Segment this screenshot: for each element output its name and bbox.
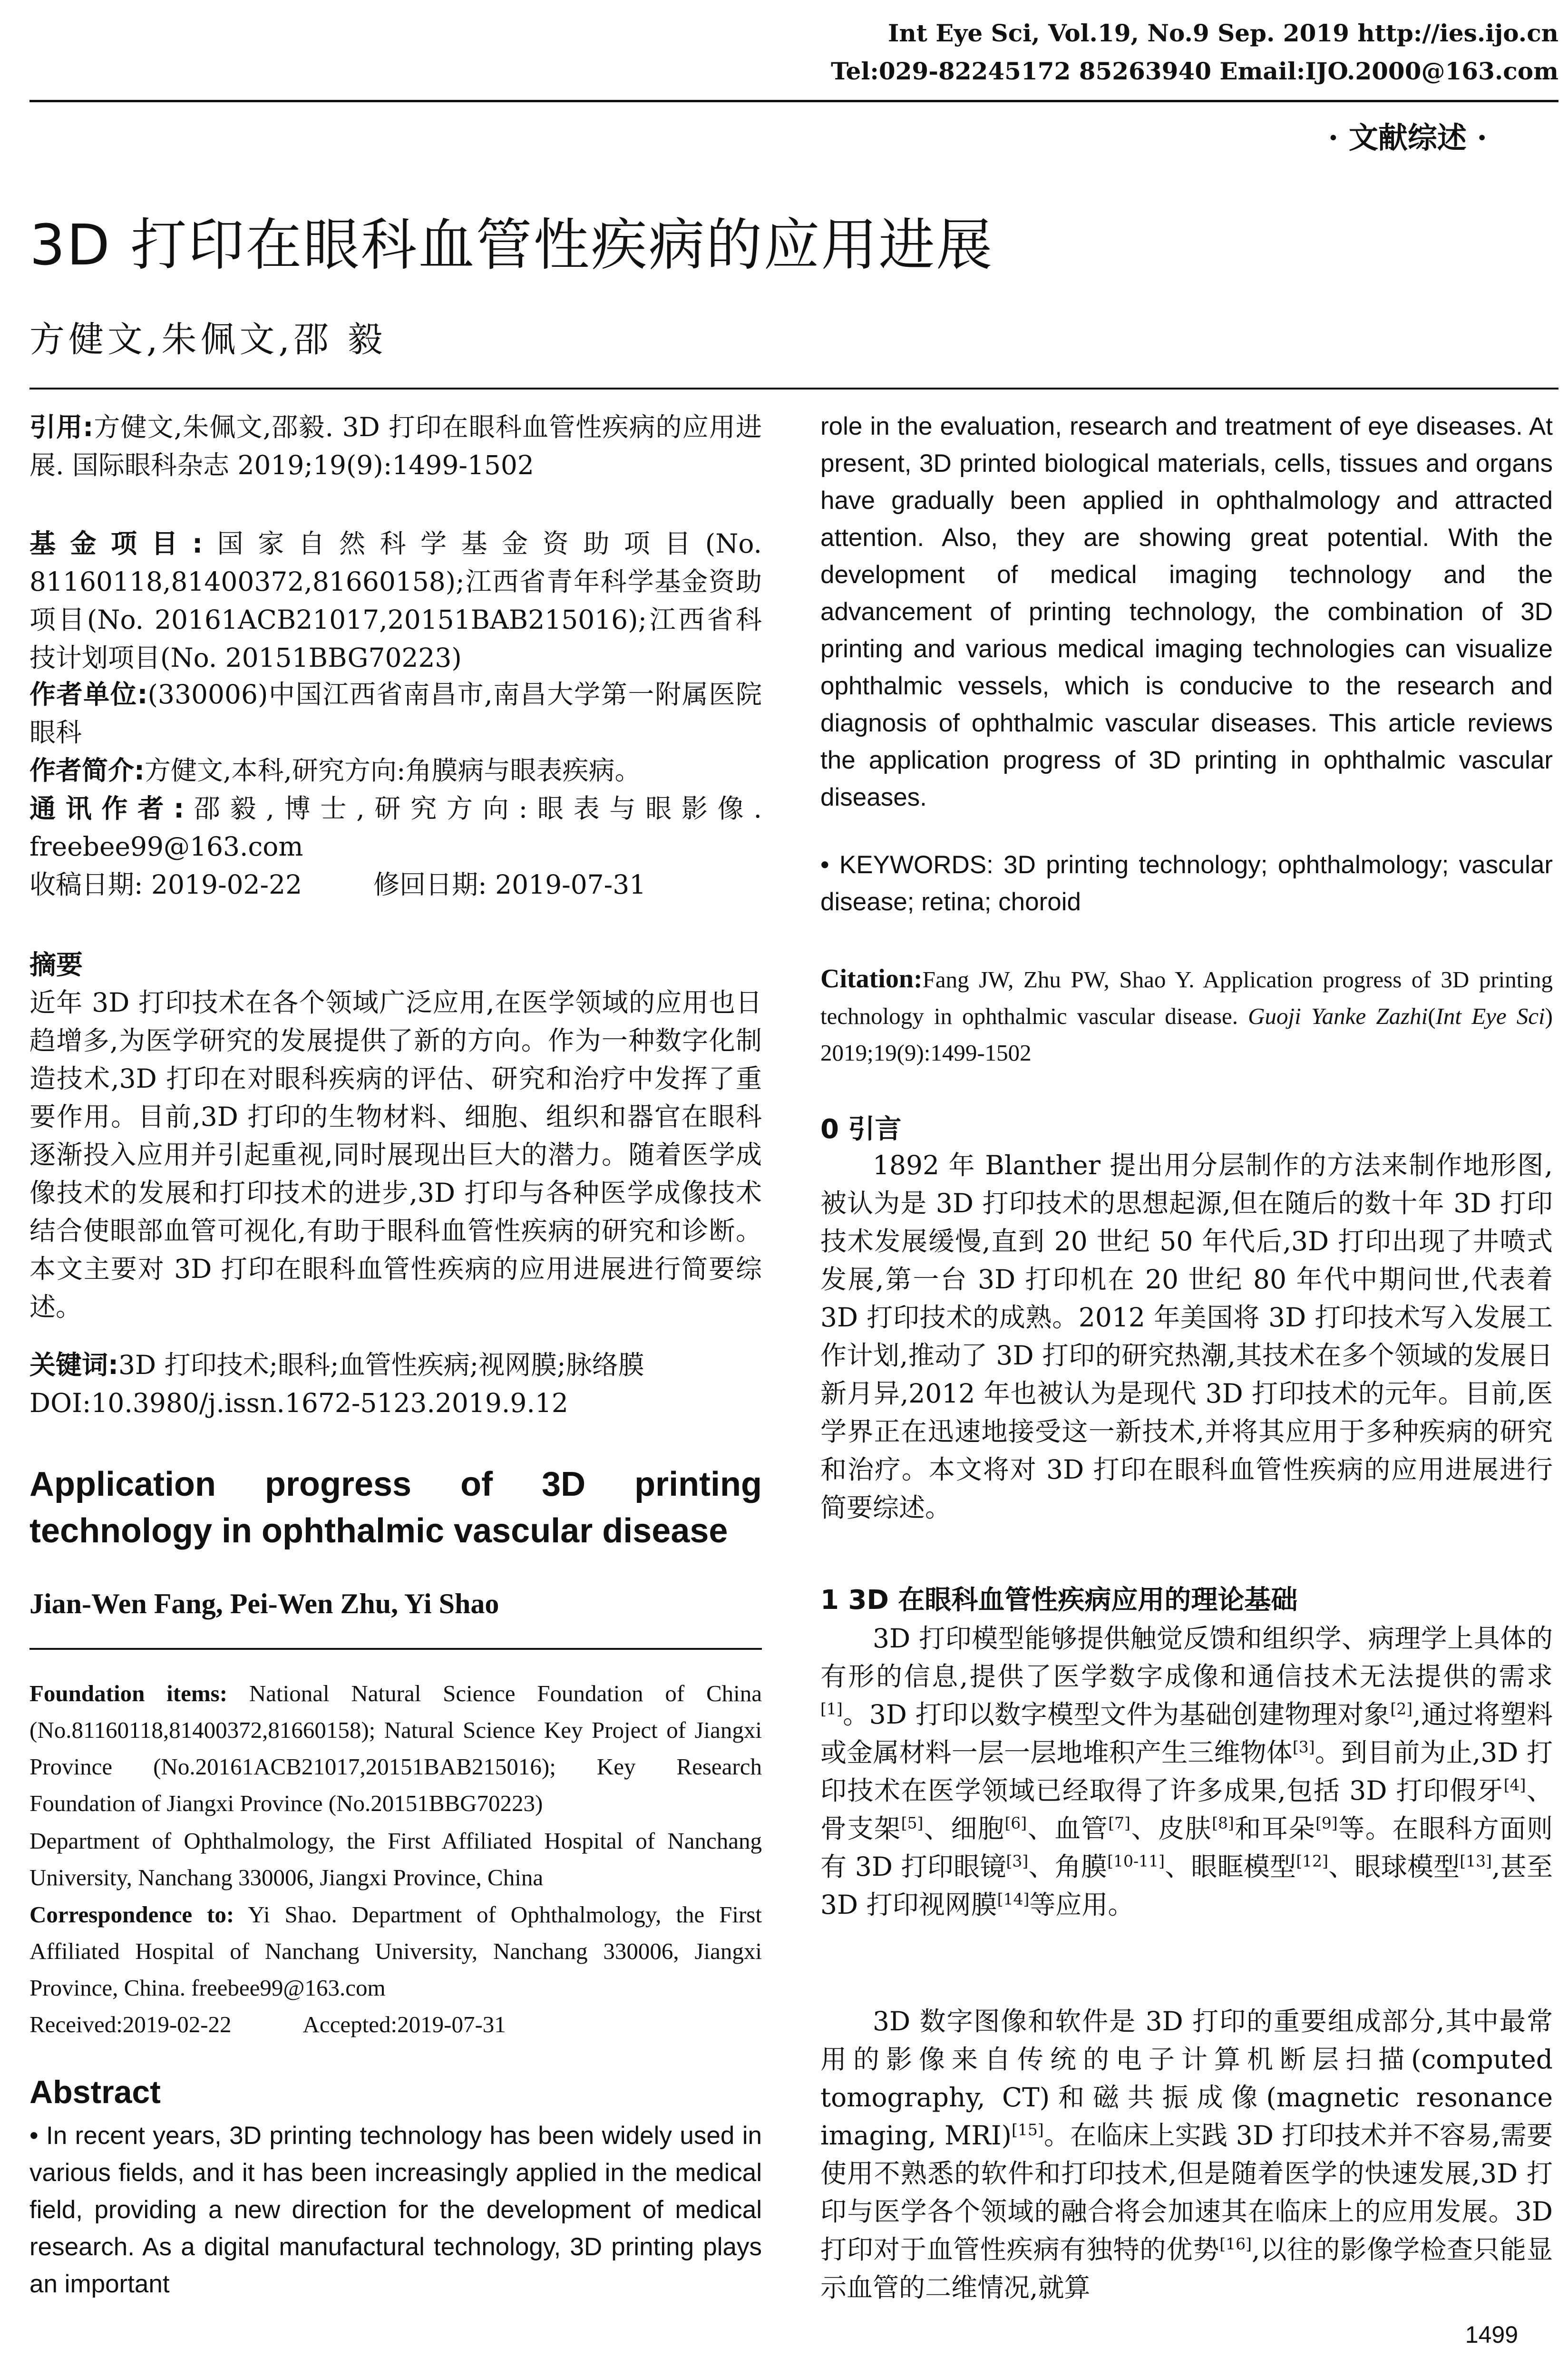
bio-zh	[29, 751, 762, 789]
citation-journal: Guoji Yanke Zazhi	[1248, 1003, 1428, 1029]
unit-zh-text: (330006)中国江西省南昌市,南昌大学第一附属医院眼科	[29, 679, 762, 748]
english-title: Application progress of 3D printing technology in ophthalmic vascular disease	[29, 1465, 762, 1550]
ref-citation: [8]	[1212, 1813, 1234, 1832]
journal-header-line1: Int Eye Sci, Vol.19, No.9 Sep. 2019 http://ies.ijo.cn	[888, 19, 1558, 47]
foundation-items	[29, 1675, 762, 1822]
p1-seg: 、皮肤	[1130, 1813, 1212, 1844]
p2-seg: 。在临床上实践 3D 打印技术并不容易,需要使用不熟悉的软件和打印技术,但是随着医学的快速发展,3D 打印与医学各个领域的融合将会加速其在临床上的应用发展。3D 打印对于血管性疾病有独特的优势	[820, 2120, 1553, 2265]
foundation-text: National Natural Science Foundation of China (No.81160118,81400372,81660158); Natural Science Key Project of Jiangxi Province (No.20161ACB21017,20151BAB215016); Key Research Foundation of Jiangxi Province (No.20151BBG70223)	[29, 1680, 762, 1816]
abstract-en-part1: • In recent years, 3D printing technology has been widely used in various fields, and it has been increasingly applied in the medical field, providing a new direction for the development of medical research. As a digital manufactural technology, 3D printing plays an important	[29, 2122, 762, 2298]
citation-zh-label: 引用:	[29, 412, 94, 442]
ref-citation: [5]	[901, 1813, 924, 1832]
authors-rule	[29, 1648, 762, 1650]
bio-zh-label: 作者简介:	[29, 755, 145, 786]
citation-en-text: Fang JW, Zhu PW, Shao Y. Application progress of 3D printing technology in ophthalmic vascular disease.	[820, 966, 1553, 1029]
ref-citation: [10-11]	[1107, 1851, 1165, 1870]
p1-seg: 、角膜	[1028, 1851, 1108, 1882]
article-title: 3D 打印在眼科血管性疾病的应用进展	[29, 212, 994, 278]
accepted-en: Accepted:2019-07-31	[302, 2011, 506, 2037]
received-zh: 收稿日期: 2019-02-22	[29, 869, 302, 900]
p1-seg: 、眼球模型	[1328, 1851, 1460, 1882]
citation-zh-text: 方健文,朱佩文,邵毅. 3D 打印在眼科血管性疾病的应用进展. 国际眼科杂志 2019;19(9):1499-1502	[29, 412, 762, 480]
section1-paragraph2	[820, 2002, 1553, 2307]
p1-seg: 3D 打印模型能够提供触觉反馈和组织学、病理学上具体的有形的信息,提供了医学数字成像和通信技术无法提供的需求	[820, 1623, 1553, 1692]
ref-citation: [9]	[1315, 1813, 1338, 1832]
ref-citation: [7]	[1108, 1813, 1131, 1832]
p1-seg: 、骨支架	[820, 1775, 1553, 1844]
keywords-zh-label: 关键词:	[29, 1350, 118, 1380]
fund-zh	[29, 525, 762, 677]
ref-citation: [14]	[997, 1890, 1030, 1909]
unit-zh-label: 作者单位:	[29, 679, 148, 710]
dates-zh	[29, 866, 762, 904]
keywords-zh-text: 3D 打印技术;眼科;血管性疾病;视网膜;脉络膜	[118, 1350, 644, 1380]
keywords-en: • KEYWORDS: 3D printing technology; ophthalmology; vascular disease; retina; choroid	[820, 851, 1553, 916]
foundation-label: Foundation items:	[29, 1680, 228, 1706]
abstract-zh-text: 近年 3D 打印技术在各个领域广泛应用,在医学领域的应用也日趋增多,为医学研究的发展提供了新的方向。作为一种数字化制造技术,3D 打印在对眼科疾病的评估、研究和治疗中发挥了重要作用。目前,3D 打印的生物材料、细胞、组织和器官在眼科逐渐投入应用并引起重视,同时展现出巨大的潜力。随着医学成像技术的发展和打印技术的进步,3D 打印与各种医学成像技术结合使眼部血管可视化,有助于眼科血管性疾病的研究和诊断。本文主要对 3D 打印在眼科血管性疾病的应用进展进行简要综述。	[29, 987, 762, 1322]
unit-zh	[29, 675, 762, 751]
title-rule	[29, 388, 1558, 390]
revised-zh: 修回日期: 2019-07-31	[373, 869, 646, 900]
page-number: 1499	[1465, 2321, 1518, 2348]
ref-citation: [15]	[1012, 2120, 1044, 2139]
header-rule	[29, 100, 1558, 102]
doi: DOI:10.3980/j.issn.1672-5123.2019.9.12	[29, 1388, 568, 1418]
received-en: Received:2019-02-22	[29, 2011, 232, 2037]
section1-paragraph1	[820, 1619, 1553, 1924]
fund-zh-text: 国家自然科学基金资助项目(No. 81160118,81400372,81660158);江西省青年科学基金资助项目(No. 20161ACB21017,20151BAB215016);江西省科技计划项目(No. 20151BBG70223)	[29, 528, 762, 673]
corr-zh	[29, 789, 762, 866]
journal-header-line2: Tel:029-82245172 85263940 Email:IJO.2000@163.com	[831, 57, 1558, 85]
ref-citation: [13]	[1460, 1851, 1492, 1870]
ref-citation: [4]	[1503, 1775, 1526, 1794]
p1-seg: 等。在眼科方面则有 3D 打印眼镜	[820, 1813, 1553, 1882]
ref-citation: [6]	[1004, 1813, 1027, 1832]
correspondence-label: Correspondence to:	[29, 1901, 234, 1928]
p1-seg: 等应用。	[1029, 1890, 1134, 1920]
corr-zh-text: 邵毅,博士,研究方向:眼表与眼影像. freebee99@163.com	[29, 793, 762, 862]
citation-en-label: Citation:	[820, 964, 923, 994]
p1-seg: 、血管	[1027, 1813, 1109, 1844]
p2-seg: ,以往的影像学检查只能显示血管的二维情况,就算	[820, 2234, 1553, 2303]
ref-citation: [1]	[820, 1699, 843, 1718]
ref-citation: [3]	[1292, 1737, 1315, 1756]
correspondence-en	[29, 1896, 762, 2006]
section0-heading: 0 引言	[820, 1114, 902, 1145]
english-authors: Jian-Wen Fang, Pei-Wen Zhu, Yi Shao	[29, 1588, 499, 1619]
abstract-en-part2: role in the evaluation, research and treatment of eye diseases. At present, 3D printed biological materials, cells, tissues and organs have gradually been applied in ophthalmology and attracted attention. Also, they are showing great potential. With the development of medical imaging technology and the advancement of printing technology, the combination of 3D printing and various medical imaging technologies can visualize ophthalmic vessels, which is conducive to the research and diagnosis of ophthalmic vascular diseases. This article reviews the application progress of 3D printing in ophthalmic vascular diseases.	[820, 412, 1553, 811]
p1-seg: ,通过将塑料或金属材料一层一层地堆积产生三维物体	[820, 1699, 1553, 1768]
citation-open: (	[1428, 1003, 1436, 1029]
p1-seg: 。3D 打印以数字模型文件为基础创建物理对象	[842, 1699, 1391, 1730]
p1-seg: 、眼眶模型	[1165, 1851, 1296, 1882]
abstract-en-heading: Abstract	[29, 2074, 161, 2110]
ref-citation: [12]	[1296, 1851, 1329, 1870]
citation-journal-abbr: Int Eye Sci	[1435, 1003, 1545, 1029]
bio-zh-text: 方健文,本科,研究方向:角膜病与眼表疾病。	[145, 755, 641, 786]
p2-seg: 3D 数字图像和软件是 3D 打印的重要组成部分,其中最常用的影像来自传统的电子计算机断层扫描(computed tomography, CT)和磁共振成像(magnetic resonance imaging, MRI)	[820, 2006, 1553, 2151]
ref-citation: [2]	[1390, 1699, 1413, 1718]
abstract-zh-heading: 摘要	[29, 950, 83, 981]
ref-citation: [3]	[1006, 1851, 1029, 1870]
correspondence-text: Yi Shao. Department of Ophthalmology, the First Affiliated Hospital of Nanchang University, Nanchang 330006, Jiangxi Province, China. freebee99@163.com	[29, 1901, 762, 2001]
section1-heading: 1 3D 在眼科血管性疾病应用的理论基础	[820, 1585, 1298, 1616]
citation-zh	[29, 408, 762, 484]
department-en: Department of Ophthalmology, the First Affiliated Hospital of Nanchang University, Nanchang 330006, Jiangxi Province, China	[29, 1828, 762, 1890]
keywords-zh	[29, 1346, 762, 1384]
section0-text: 1892 年 Blanther 提出用分层制作的方法来制作地形图,被认为是 3D 打印技术的思想起源,但在随后的数十年 3D 打印技术发展缓慢,直到 20 世纪 50 年代后,3D 打印出现了井喷式发展,第一台 3D 打印机在 20 世纪 80 年代中期问世,代表着 3D 打印技术的成熟。2012 年美国将 3D 打印技术写入发展工作计划,推动了 3D 打印的研究热潮,其技术在多个领域的发展日新月异,2012 年也被认为是现代 3D 打印技术的元年。目前,医学界正在迅速地接受这一新技术,并将其应用于多种疾病的研究和治疗。本文将对 3D 打印在眼科血管性疾病的应用进展进行简要综述。	[820, 1150, 1553, 1523]
p1-seg: 、细胞	[923, 1813, 1005, 1844]
section-tag: · 文献综述 ·	[1328, 120, 1487, 155]
citation-tail: ) 2019;19(9):1499-1502	[820, 1003, 1553, 1066]
article-authors: 方健文,朱佩文,邵 毅	[29, 319, 387, 360]
p1-seg: 和耳朵	[1234, 1813, 1316, 1844]
p1-seg: ,甚至 3D 打印视网膜	[820, 1851, 1553, 1920]
citation-en	[820, 961, 1553, 1071]
dates-en	[29, 2006, 762, 2043]
p1-seg: 。到目前为止,3D 打印技术在医学领域已经取得了许多成果,包括 3D 打印假牙	[820, 1737, 1553, 1806]
ref-citation: [16]	[1219, 2234, 1252, 2253]
corr-zh-label: 通讯作者:	[29, 793, 185, 824]
fund-zh-label: 基金项目:	[29, 528, 203, 559]
